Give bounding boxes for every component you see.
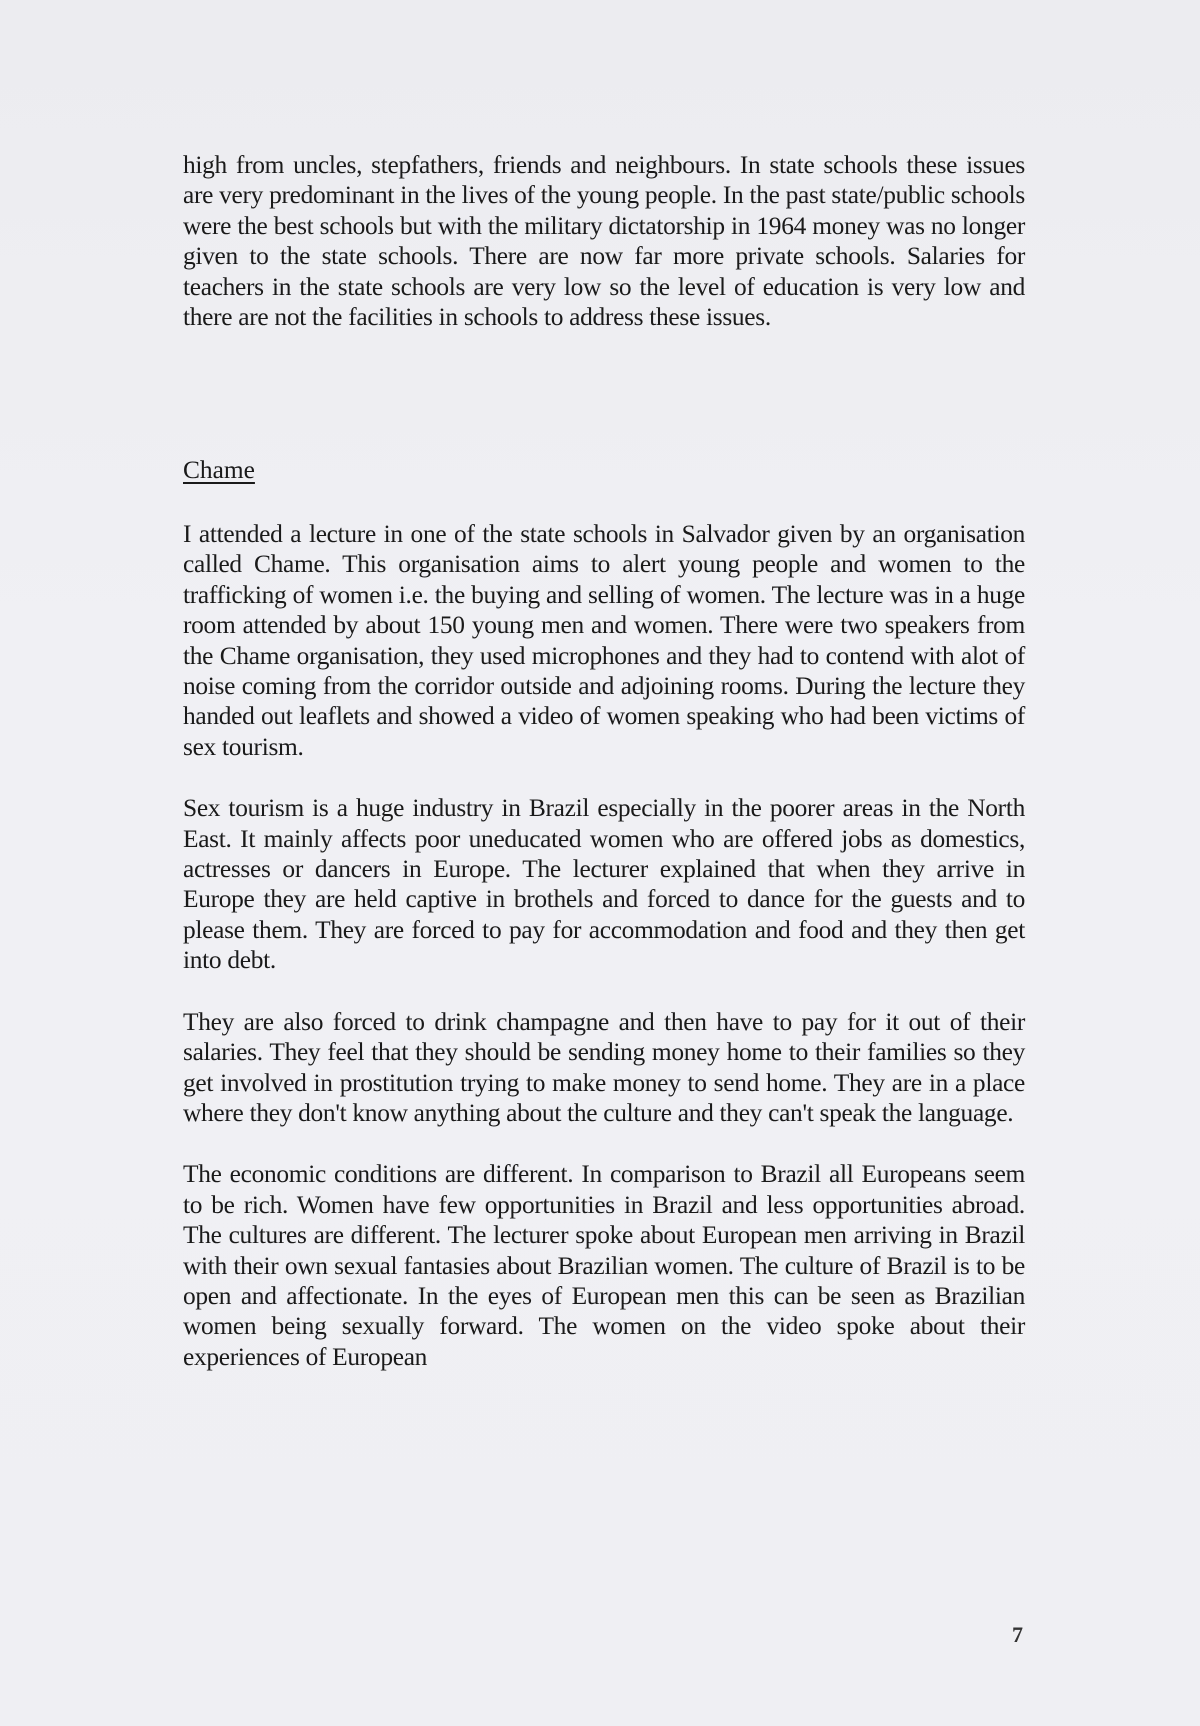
body-paragraph: They are also forced to drink champagne and then have to pay for it out of their salaries. They feel that they should be sending money home to their families so they get involved in prostitution trying to make money to send home. They are in a place where they don't know anything about the culture and they can't speak the language. xyxy=(183,1007,1025,1127)
body-paragraph: The economic conditions are different. In comparison to Brazil all Europeans seem to be rich. Women have few opportunities in Brazil and less opportunities abroad. The cultures are different. The lecturer spoke about European men arriving in Brazil with their own sexual fantasies about Brazilian women. The culture of Brazil is to be open and affectionate. In the eyes of European men this can be seen as Brazilian women being sexually forward. The women on the video spoke about their experiences of European xyxy=(183,1160,1025,1371)
chame-section xyxy=(183,519,1025,1403)
body-paragraph: Sex tourism is a huge industry in Brazil especially in the poorer areas in the North East. It mainly affects poor uneducated women who are offered jobs as domestics, actresses or dancers in Europe. The lecturer explained that when they arrive in Europe they are held captive in brothels and forced to dance for the guests and to please them. They are forced to pay for accommodation and food and they then get into debt. xyxy=(183,794,1025,975)
body-paragraph: I attended a lecture in one of the state schools in Salvador given by an organisation called Chame. This organisation aims to alert young people and women to the trafficking of women i.e. the buying and selling of women. The lecture was in a huge room attended by about 150 young men and women. There were two speakers from the Chame organisation, they used microphones and they had to contend with alot of noise coming from the corridor outside and adjoining rooms. During the lecture they handed out leaflets and showed a video of women speaking who had been victims of sex tourism. xyxy=(183,520,1025,761)
intro-section xyxy=(183,150,1025,332)
section-heading: Chame xyxy=(183,456,255,484)
page-number: 7 xyxy=(1012,1622,1023,1647)
intro-paragraph: high from uncles, stepfathers, friends and neighbours. In state schools these issues are very predominant in the lives of the young people. In the past state/public schools were the best schools but with the military dictatorship in 1964 money was no longer given to the state schools. There are now far more private schools. Salaries for teachers in the state schools are very low so the level of education is very low and there are not the facilities in schools to address these issues. xyxy=(183,151,1025,332)
